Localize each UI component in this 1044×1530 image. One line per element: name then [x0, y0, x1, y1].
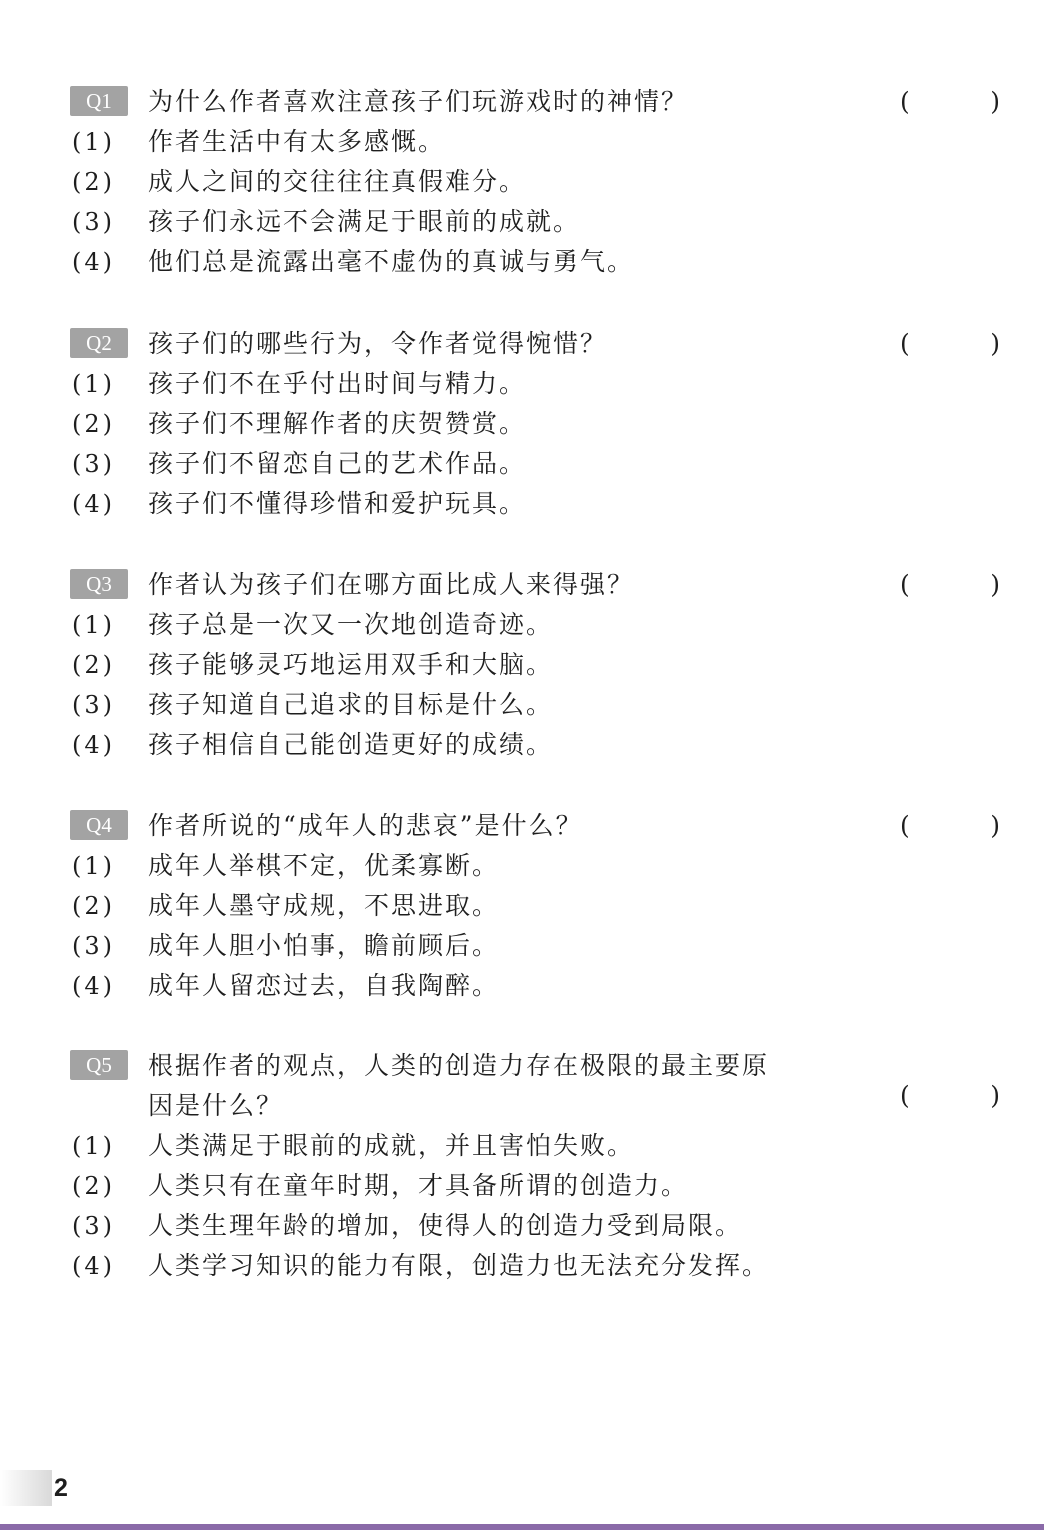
option-number: (3) — [72, 450, 115, 478]
bracket-open: ( — [900, 329, 910, 358]
option-number: (1) — [72, 370, 115, 398]
option-text: 孩子们永远不会满足于眼前的成就。 — [148, 207, 581, 236]
question-text: 孩子们的哪些行为，令作者觉得惋惜？ — [148, 329, 608, 358]
bracket-open: ( — [900, 570, 910, 599]
option-number: (3) — [72, 932, 115, 960]
option-number: (4) — [72, 490, 115, 518]
option-number: (1) — [72, 1132, 115, 1160]
option-text: 孩子知道自己追求的目标是什么。 — [148, 690, 554, 719]
option-text: 孩子相信自己能创造更好的成绩。 — [148, 730, 554, 759]
option-2 — [0, 404, 1044, 444]
option-text: 孩子们不在乎付出时间与精力。 — [148, 369, 527, 398]
question-5 — [0, 1046, 1044, 1286]
option-text: 成人之间的交往往往真假难分。 — [148, 167, 527, 196]
option-number: (1) — [72, 852, 115, 880]
option-number: (3) — [72, 208, 115, 236]
option-4 — [0, 966, 1044, 1006]
question-label: Q2 — [70, 328, 128, 358]
option-4 — [0, 484, 1044, 524]
option-number: (2) — [72, 1172, 115, 1200]
option-text: 孩子们不理解作者的庆贺赞赏。 — [148, 409, 527, 438]
option-number: (4) — [72, 248, 115, 276]
option-1 — [0, 122, 1044, 162]
option-list — [0, 1126, 1044, 1286]
answer-bracket[interactable] — [900, 565, 1000, 605]
option-number: (3) — [72, 691, 115, 719]
option-text: 作者生活中有太多感慨。 — [148, 127, 446, 156]
bracket-open: ( — [900, 811, 910, 840]
option-text: 人类满足于眼前的成就，并且害怕失败。 — [148, 1131, 635, 1160]
question-label: Q5 — [70, 1050, 128, 1080]
page-number: 2 — [54, 1474, 68, 1502]
option-text: 成年人墨守成规，不思进取。 — [148, 891, 500, 920]
option-text: 孩子能够灵巧地运用双手和大脑。 — [148, 650, 554, 679]
question-header — [0, 324, 1044, 364]
option-number: (4) — [72, 1252, 115, 1280]
option-text: 人类只有在童年时期，才具备所谓的创造力。 — [148, 1171, 689, 1200]
question-label: Q3 — [70, 569, 128, 599]
question-header — [0, 806, 1044, 846]
option-number: (4) — [72, 972, 115, 1000]
option-2 — [0, 886, 1044, 926]
bracket-close: ) — [990, 87, 1000, 116]
question-header — [0, 1046, 1044, 1126]
option-3 — [0, 1206, 1044, 1246]
option-3 — [0, 926, 1044, 966]
option-text: 成年人举棋不定，优柔寡断。 — [148, 851, 500, 880]
option-number: (3) — [72, 1212, 115, 1240]
bracket-open: ( — [900, 87, 910, 116]
bracket-open: ( — [900, 1081, 910, 1110]
question-text: 作者所说的“成年人的悲哀”是什么？ — [148, 811, 583, 840]
option-1 — [0, 1126, 1044, 1166]
bracket-close: ) — [990, 811, 1000, 840]
option-1 — [0, 605, 1044, 645]
option-number: (2) — [72, 892, 115, 920]
option-1 — [0, 364, 1044, 404]
option-number: (2) — [72, 651, 115, 679]
option-4 — [0, 725, 1044, 765]
option-1 — [0, 846, 1044, 886]
option-number: (4) — [72, 731, 115, 759]
question-2 — [0, 324, 1044, 524]
option-3 — [0, 202, 1044, 242]
option-number: (2) — [72, 410, 115, 438]
option-4 — [0, 1246, 1044, 1286]
bracket-close: ) — [990, 570, 1000, 599]
question-header — [0, 565, 1044, 605]
question-text: 根据作者的观点，人类的创造力存在极限的最主要原因是什么？ — [148, 1051, 770, 1120]
option-2 — [0, 1166, 1044, 1206]
question-3 — [0, 565, 1044, 765]
question-header — [0, 82, 1044, 122]
option-text: 他们总是流露出毫不虚伪的真诚与勇气。 — [148, 247, 635, 276]
option-2 — [0, 645, 1044, 685]
option-3 — [0, 444, 1044, 484]
bracket-close: ) — [990, 329, 1000, 358]
option-list — [0, 846, 1044, 1006]
option-text: 孩子们不留恋自己的艺术作品。 — [148, 449, 527, 478]
option-list — [0, 122, 1044, 282]
option-2 — [0, 162, 1044, 202]
option-3 — [0, 685, 1044, 725]
option-list — [0, 364, 1044, 524]
question-label: Q4 — [70, 810, 128, 840]
question-1 — [0, 82, 1044, 282]
question-4 — [0, 806, 1044, 1006]
question-text: 作者认为孩子们在哪方面比成人来得强？ — [148, 570, 635, 599]
answer-bracket[interactable] — [900, 324, 1000, 364]
answer-bracket[interactable] — [900, 1076, 1000, 1116]
option-text: 孩子们不懂得珍惜和爱护玩具。 — [148, 489, 527, 518]
question-text: 为什么作者喜欢注意孩子们玩游戏时的神情？ — [148, 87, 689, 116]
option-number: (2) — [72, 168, 115, 196]
option-number: (1) — [72, 128, 115, 156]
option-list — [0, 605, 1044, 765]
bottom-rule — [0, 1524, 1044, 1530]
option-text: 人类学习知识的能力有限，创造力也无法充分发挥。 — [148, 1251, 770, 1280]
option-text: 人类生理年龄的增加，使得人的创造力受到局限。 — [148, 1211, 743, 1240]
option-text: 成年人留恋过去，自我陶醉。 — [148, 971, 500, 1000]
question-label: Q1 — [70, 86, 128, 116]
answer-bracket[interactable] — [900, 806, 1000, 846]
bracket-close: ) — [990, 1081, 1000, 1110]
answer-bracket[interactable] — [900, 82, 1000, 122]
option-4 — [0, 242, 1044, 282]
option-number: (1) — [72, 611, 115, 639]
page-tab — [0, 1470, 52, 1506]
option-text: 孩子总是一次又一次地创造奇迹。 — [148, 610, 554, 639]
option-text: 成年人胆小怕事，瞻前顾后。 — [148, 931, 500, 960]
